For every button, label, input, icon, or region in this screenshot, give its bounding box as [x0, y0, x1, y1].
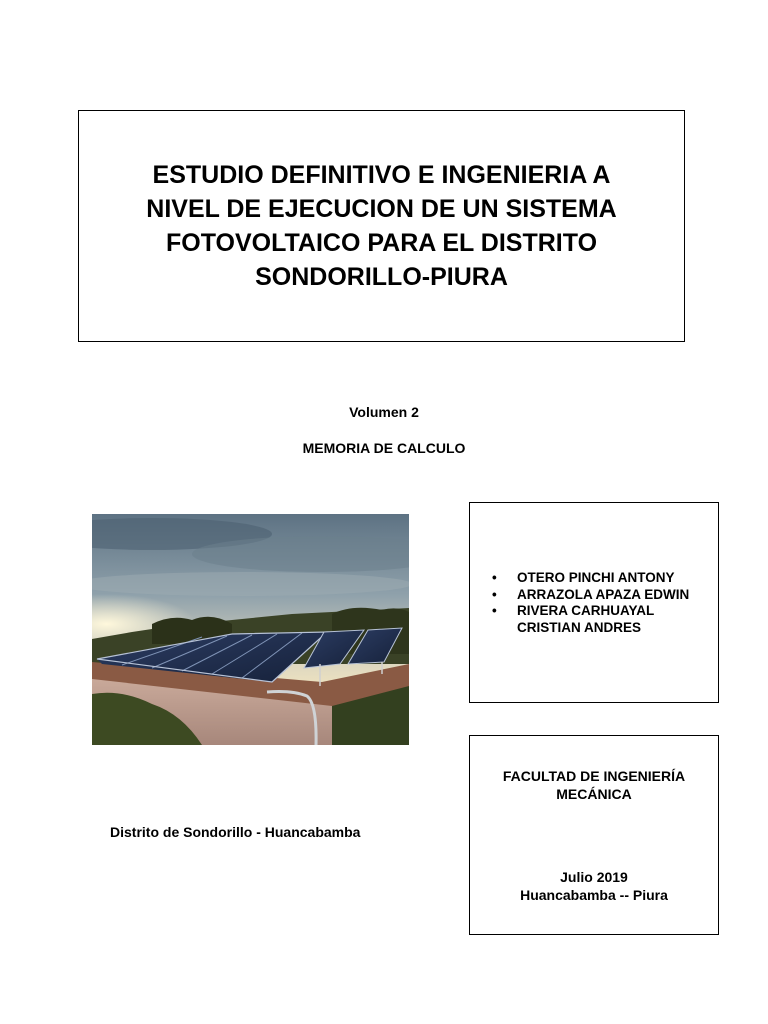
author-name: RIVERA CARHUAYAL — [517, 603, 655, 618]
authors-box — [469, 502, 719, 703]
title-line: FOTOVOLTAICO PARA EL DISTRITO — [165, 229, 598, 257]
place-label: Huancabamba -- Piura — [520, 887, 668, 903]
bullet-icon: • — [492, 603, 497, 618]
document-title — [102, 158, 662, 294]
date-label: Julio 2019 — [560, 869, 628, 885]
date-place — [470, 868, 718, 904]
title-line: ESTUDIO DEFINITIVO E INGENIERIA A — [152, 161, 611, 189]
faculty-line: FACULTAD DE INGENIERÍA — [502, 768, 686, 784]
author-name: OTERO PINCHI ANTONY — [517, 570, 675, 585]
faculty-line: MECÁNICA — [556, 786, 632, 802]
author-name: ARRAZOLA APAZA EDWIN — [517, 586, 690, 602]
author-item — [492, 570, 689, 587]
title-box — [78, 110, 685, 342]
faculty-box — [469, 735, 719, 935]
authors-list — [492, 570, 689, 636]
photo-caption: Distrito de Sondorillo - Huancabamba — [110, 824, 361, 840]
title-line: SONDORILLO-PIURA — [255, 263, 508, 291]
bullet-icon: • — [492, 586, 497, 602]
solar-panels-photo — [92, 514, 409, 745]
document-subtitle: MEMORIA DE CALCULO — [302, 440, 466, 456]
faculty-name — [470, 767, 718, 803]
bullet-icon: • — [492, 570, 497, 585]
author-name: CRISTIAN ANDRES — [517, 619, 642, 635]
author-item — [492, 587, 689, 604]
author-item — [492, 603, 689, 636]
title-line: NIVEL DE EJECUCION DE UN SISTEMA — [146, 195, 617, 223]
volume-label: Volumen 2 — [349, 404, 419, 420]
